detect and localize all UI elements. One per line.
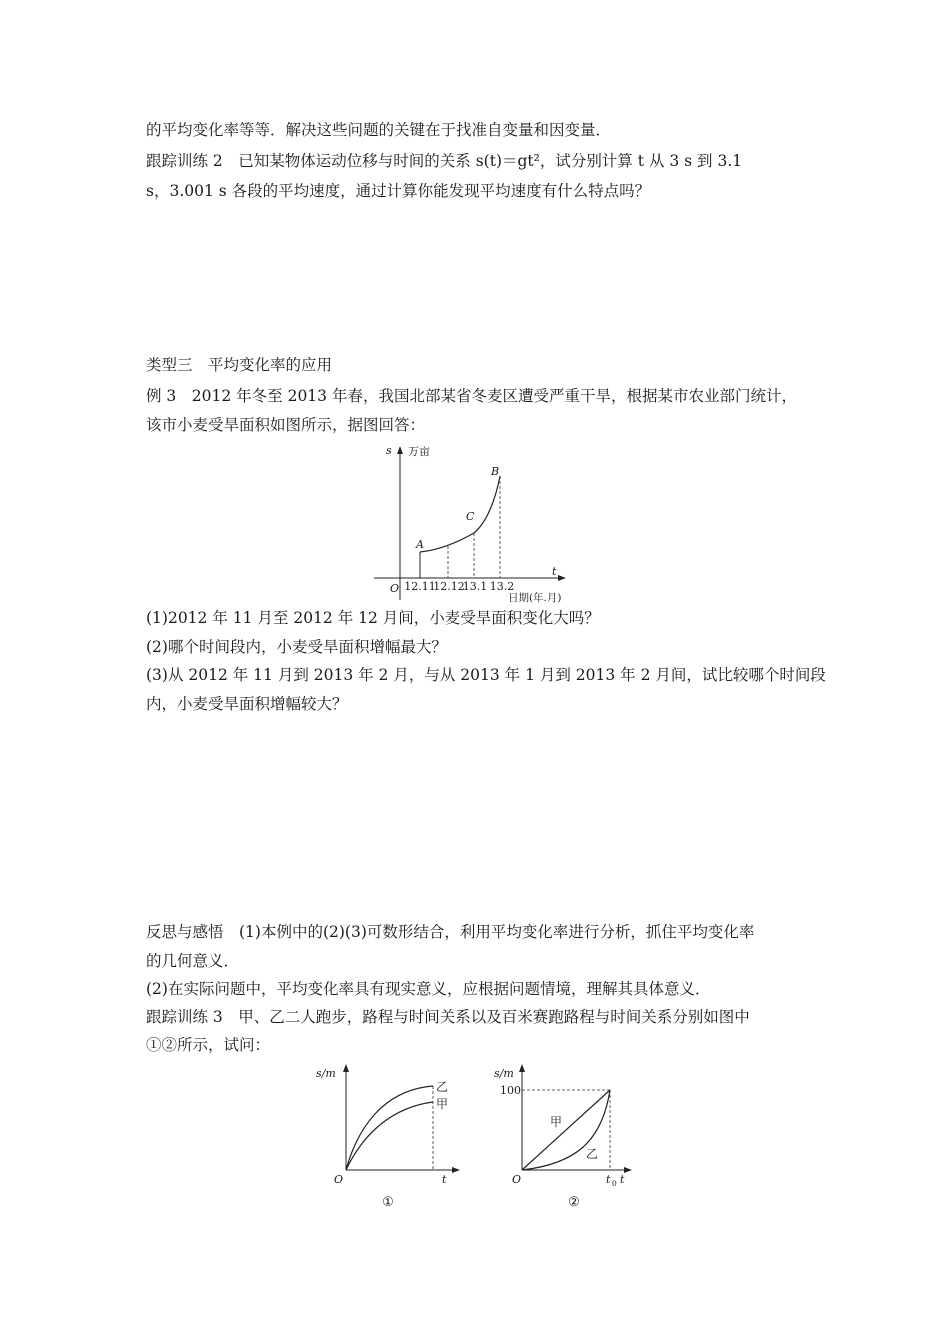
x-axis-label: t bbox=[442, 1173, 447, 1186]
reflection-point-2: (2)在实际问题中，平均变化率具有现实意义，应根据问题情境，理解其具体意义． bbox=[146, 980, 711, 998]
x-axis-arrow bbox=[452, 1167, 460, 1173]
point-b-label: B bbox=[491, 465, 500, 478]
practice-3-line: 跟踪训练 3 甲、乙二人跑步，路程与时间关系以及百米赛跑路程与时间关系分别如图中 bbox=[146, 1008, 750, 1026]
curve-yi bbox=[346, 1086, 433, 1170]
figure-caption: ② bbox=[568, 1195, 580, 1210]
drought-area-figure bbox=[368, 438, 574, 604]
origin-label: O bbox=[390, 582, 400, 595]
question-3: (3)从 2012 年 11 月到 2013 年 2 月，与从 2013 年 1 月到 2013 年 2 月间，试比较哪个时间段 bbox=[146, 666, 826, 684]
point-a-label: A bbox=[416, 538, 424, 551]
y-axis-label: s/m bbox=[316, 1067, 336, 1080]
question-1: (1)2012 年 11 月至 2012 年 12 月间，小麦受旱面积变化大吗？ bbox=[146, 609, 600, 627]
practice-3-line-cont: ①②所示，试问： bbox=[146, 1036, 271, 1054]
origin-label: O bbox=[334, 1173, 344, 1186]
curve-jia-label: 甲 bbox=[436, 1097, 449, 1111]
y-axis-label: s/m bbox=[494, 1067, 514, 1080]
text-line: 的平均变化率等等．解决这些问题的关键在于找准自变量和因变量． bbox=[146, 121, 612, 139]
practice-2-line-cont: s，3.001 s 各段的平均速度，通过计算你能发现平均速度有什么特点吗？ bbox=[146, 182, 651, 200]
question-3-cont: 内，小麦受旱面积增幅较大？ bbox=[146, 695, 348, 713]
y-tick-label: 100 bbox=[500, 1084, 521, 1097]
example-3-line-cont: 该市小麦受旱面积如图所示，据图回答： bbox=[146, 416, 426, 434]
y-axis-label: s bbox=[386, 444, 392, 457]
y-axis-arrow bbox=[519, 1064, 525, 1072]
line-jia-label: 甲 bbox=[550, 1115, 563, 1129]
curve-yi-label: 乙 bbox=[586, 1147, 599, 1161]
x-tick-label: t bbox=[606, 1173, 611, 1186]
y-axis-arrow bbox=[397, 446, 403, 454]
curve-yi-label: 乙 bbox=[436, 1080, 449, 1094]
x-axis-arrow bbox=[624, 1167, 632, 1173]
tick-label: 13.2 bbox=[489, 580, 515, 593]
x-caption: 日期(年.月) bbox=[508, 592, 562, 604]
tick-label: 13.1 bbox=[462, 580, 488, 593]
x-axis-arrow bbox=[558, 575, 566, 581]
x-tick-subscript: 0 bbox=[612, 1179, 617, 1188]
area-curve bbox=[420, 476, 500, 552]
reflection-line: 反思与感悟 (1)本例中的(2)(3)可数形结合，利用平均变化率进行分析，抓住平均变化率 bbox=[146, 923, 755, 941]
figure-caption: ① bbox=[382, 1195, 394, 1210]
y-unit-label: 万亩 bbox=[408, 445, 430, 458]
reflection-line-cont: 的几何意义． bbox=[146, 952, 240, 970]
example-3-line: 例 3 2012 年冬至 2013 年春，我国北部某省冬麦区遭受严重干旱，根据某市农业部门统计， bbox=[146, 387, 797, 405]
section-heading: 类型三 平均变化率的应用 bbox=[146, 356, 333, 374]
point-c-label: C bbox=[466, 510, 475, 523]
origin-label: O bbox=[512, 1173, 522, 1186]
tick-label: 12.12 bbox=[433, 580, 465, 593]
running-figure-2 bbox=[490, 1060, 640, 1210]
practice-2-line: 跟踪训练 2 已知某物体运动位移与时间的关系 s(t)＝gt²，试分别计算 t 从 3 s 到 3.1 bbox=[146, 152, 743, 170]
tick-label: 12.11 bbox=[404, 580, 436, 593]
question-2: (2)哪个时间段内，小麦受旱面积增幅最大？ bbox=[146, 638, 447, 656]
x-axis-label: t bbox=[620, 1173, 625, 1186]
running-figure-1 bbox=[312, 1060, 468, 1210]
y-axis-arrow bbox=[343, 1064, 349, 1072]
x-axis-label: t bbox=[552, 565, 557, 578]
